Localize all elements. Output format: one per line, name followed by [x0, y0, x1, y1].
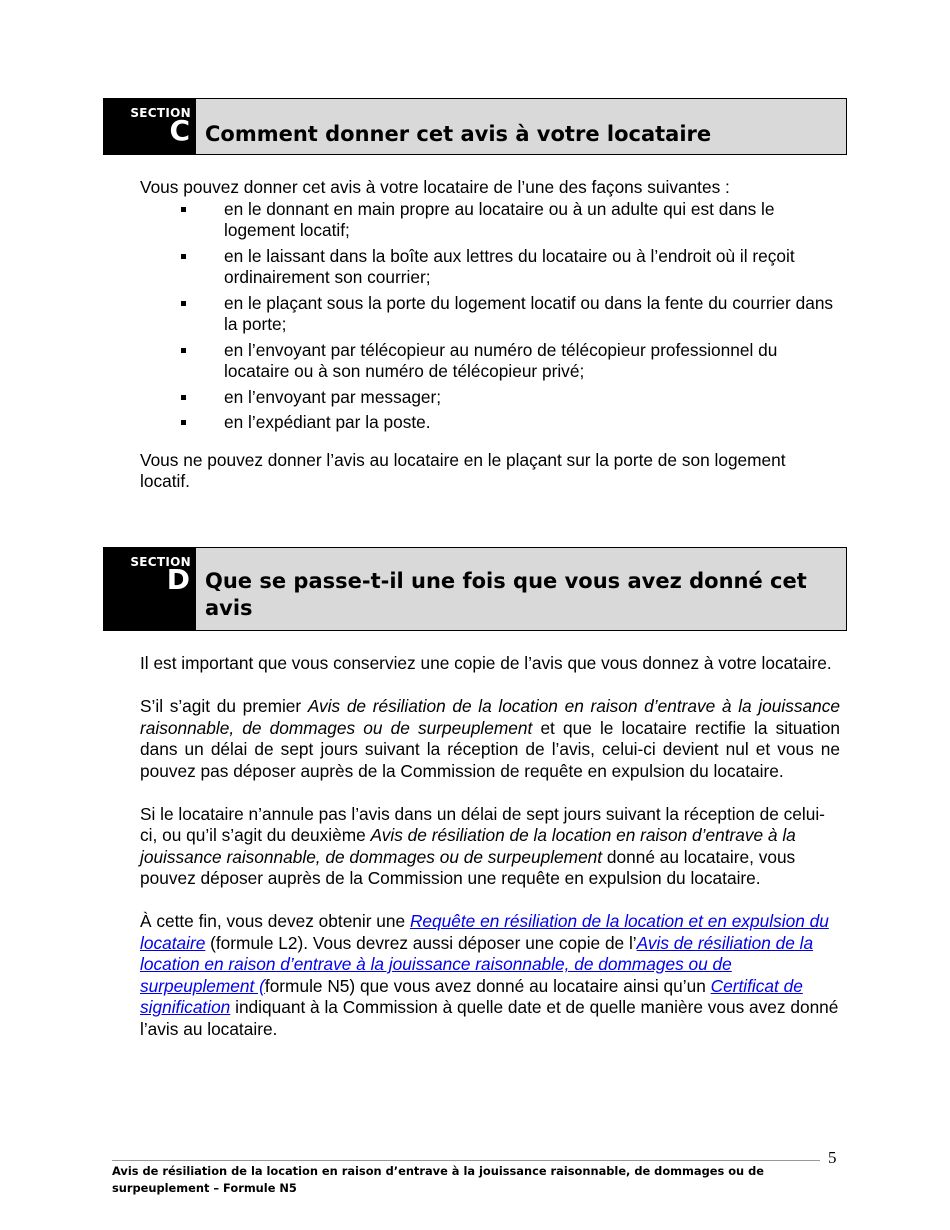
bullet-icon	[181, 395, 186, 400]
section-d-title: Que se passe-t-il une fois que vous avez donné cet avis	[205, 569, 807, 620]
section-c-intro: Vous pouvez donner cet avis à votre locataire de l’une des façons suivantes :	[140, 177, 730, 197]
section-d-p3: Si le locataire n’annule pas l’avis dans un délai de sept jours suivant la réception de celui-ci, ou qu’il s’agit du deuxième Avis de résiliation de la location en raison d’entrave à la jouissance raisonnable, de dommages ou de surpeuplement donné au locataire, vous pouvez déposer auprès de la Commission une requête en expulsion du locataire.	[140, 803, 825, 888]
section-d-p4: À cette fin, vous devez obtenir une Requête en résiliation de la location et en expulsion du locataire (formule L2). Vous devrez aussi déposer une copie de l’Avis de résiliation de la location en raison d’entrave à la jouissance raisonnable, de dommages ou de surpeuplement (formule N5) que vous avez donné au locataire ainsi qu’un Certificat de signification indiquant à la Commission à quelle date et de quelle manière vous avez donné l’avis au locataire.	[140, 911, 839, 1039]
certificate-of-service-link[interactable]: Certificat de signification	[140, 975, 803, 1017]
form-l2-link[interactable]: Requête en résiliation de la location et en expulsion du locataire	[140, 911, 829, 953]
footer-divider	[112, 1160, 820, 1161]
list-item: en l’envoyant par messager;	[140, 387, 840, 409]
bullet-icon	[181, 207, 186, 212]
form-n5-link[interactable]: Avis de résiliation de la location en raison d’entrave à la jouissance raisonnable, de dommages ou de surpeuplement (	[140, 932, 814, 996]
list-item: en l’expédiant par la poste.	[140, 412, 840, 434]
section-c-header	[103, 98, 847, 155]
bullet-icon	[181, 301, 186, 306]
list-item: en le donnant en main propre au locataire ou à un adulte qui est dans le logement locatif;	[140, 199, 840, 242]
list-item: en le plaçant sous la porte du logement locatif ou dans la fente du courrier dans la porte;	[140, 293, 840, 336]
section-c-title: Comment donner cet avis à votre locataire	[205, 122, 712, 146]
page-number: 5	[828, 1148, 837, 1167]
section-label: SECTION	[130, 555, 191, 569]
section-c-tag	[104, 99, 196, 154]
list-item: en le laissant dans la boîte aux lettres du locataire ou à l’endroit où il reçoit ordinairement son courrier;	[140, 246, 840, 289]
footer-title: Avis de résiliation de la location en raison d’entrave à la jouissance raisonnable, de dommages ou de surpeuplement – Formule N5	[112, 1164, 764, 1195]
bullet-icon	[181, 420, 186, 425]
section-letter: C	[169, 114, 190, 147]
section-d-p1: Il est important que vous conserviez une copie de l’avis que vous donnez à votre locataire.	[140, 653, 832, 673]
bullet-icon	[181, 348, 186, 353]
section-d-body	[140, 653, 840, 1040]
section-d-header	[103, 547, 847, 631]
section-letter: D	[166, 563, 190, 596]
section-c-closing: Vous ne pouvez donner l’avis au locataire en le plaçant sur la porte de son logement locatif.	[140, 449, 786, 491]
list-item: en l’envoyant par télécopieur au numéro de télécopieur professionnel du locataire ou à son numéro de télécopieur privé;	[140, 340, 840, 383]
delivery-methods-list	[140, 199, 840, 434]
section-label: SECTION	[130, 106, 191, 120]
section-d-p2: S’il s’agit du premier Avis de résiliation de la location en raison d’entrave à la jouissance raisonnable, de dommages ou de surpeuplement et que le locataire rectifie la situation dans un délai de sept jours suivant la réception de l’avis, celui-ci devient nul et vous ne pouvez pas déposer auprès de la Commission de requête en expulsion du locataire.	[140, 696, 840, 781]
section-c-body	[140, 177, 840, 493]
section-d-tag	[104, 548, 196, 630]
bullet-icon	[181, 254, 186, 259]
